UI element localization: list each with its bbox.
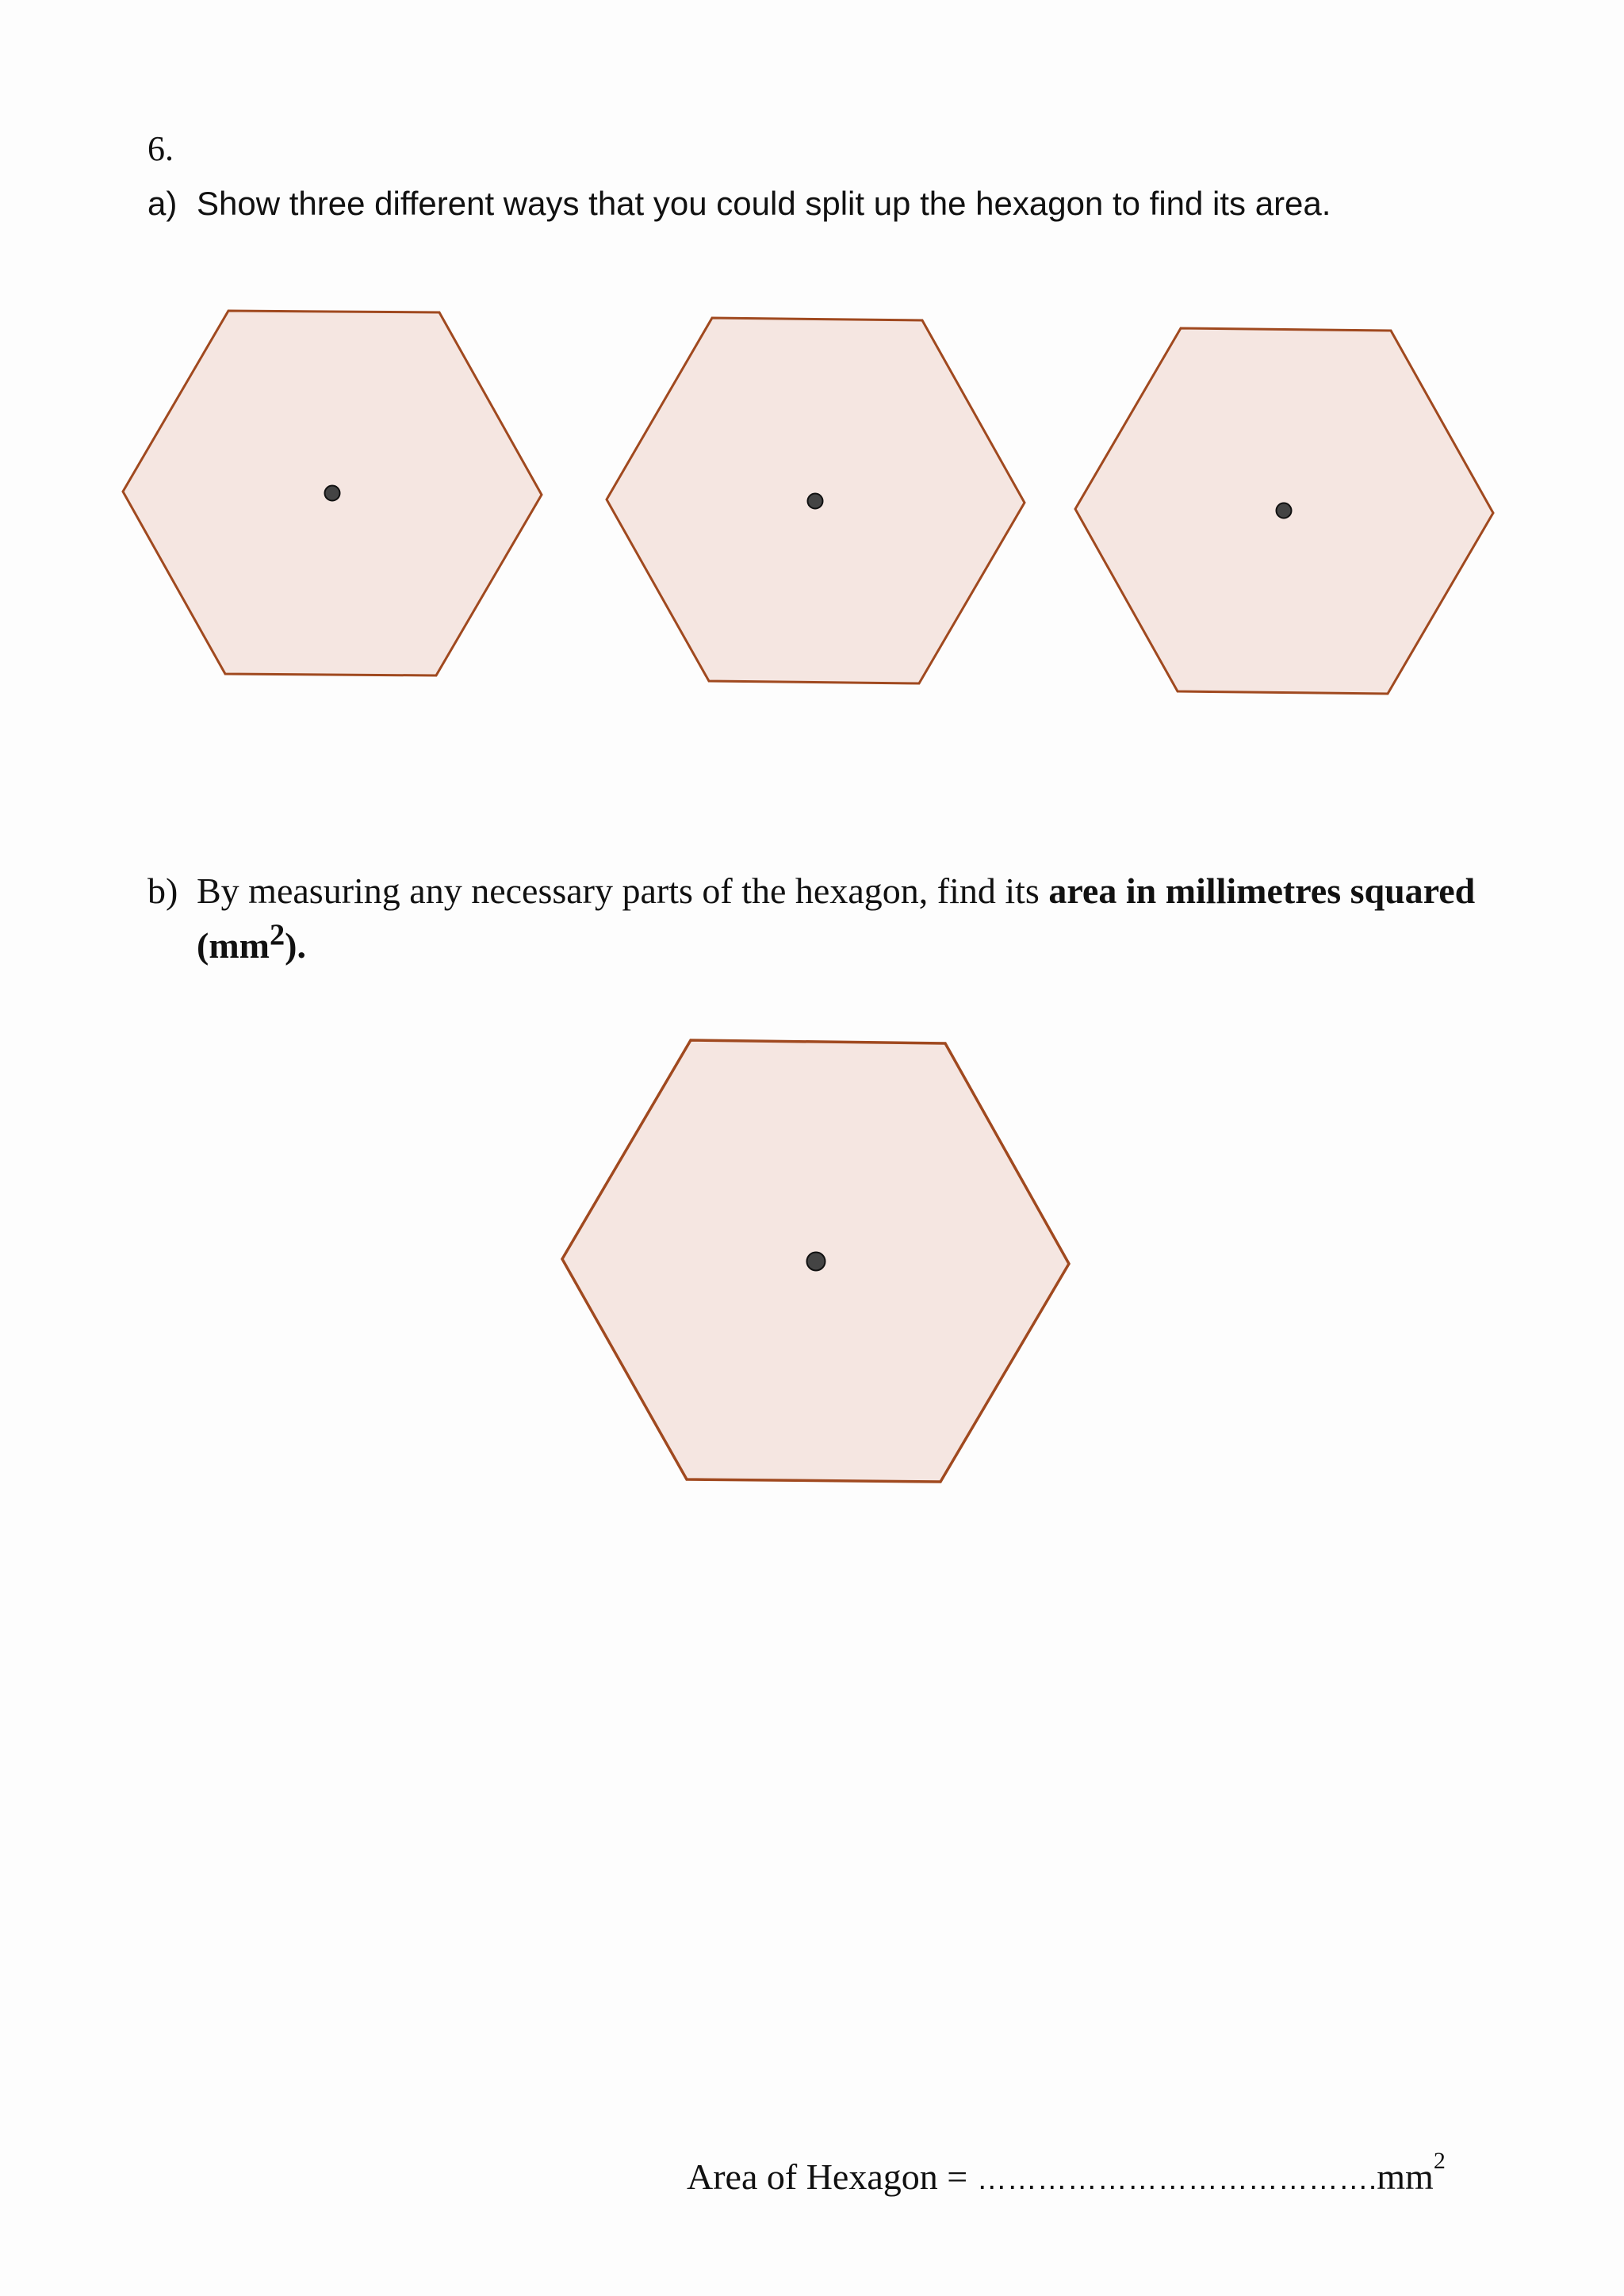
question-number: 6. <box>147 129 174 168</box>
hexagon-a2-center-dot <box>808 494 823 509</box>
answer-unit: mm <box>1377 2156 1434 2197</box>
hexagon-b-center-dot <box>807 1253 825 1271</box>
hexagon-a3-center-dot <box>1277 503 1292 519</box>
hexagon-a1-center-dot <box>325 486 340 501</box>
part-b-bold-text: area in millimetres squared $(mm^2)$. <box>197 871 1476 966</box>
part-b-text: By measuring any necessary parts of the hexagon, find its <box>197 871 1049 911</box>
answer-blank[interactable]: …………………………………. <box>976 2163 1377 2196</box>
hexagon-b <box>562 1040 1069 1482</box>
part-a-label: a) <box>147 185 178 222</box>
answer-label: Area of Hexagon = <box>687 2156 977 2197</box>
part-b-superscript: 2 <box>269 918 285 952</box>
part-b-label: b) <box>147 871 178 911</box>
answer-unit-superscript: 2 <box>1433 2148 1446 2174</box>
hexagon-a1 <box>123 311 542 675</box>
part-b-instruction <box>147 867 1511 970</box>
part-a-text: Show three different ways that you could split up the hexagon to find its area. <box>197 185 1331 222</box>
hexagon-a2 <box>607 318 1025 683</box>
hexagon-a3 <box>1075 328 1493 694</box>
answer-line <box>687 2147 1446 2198</box>
